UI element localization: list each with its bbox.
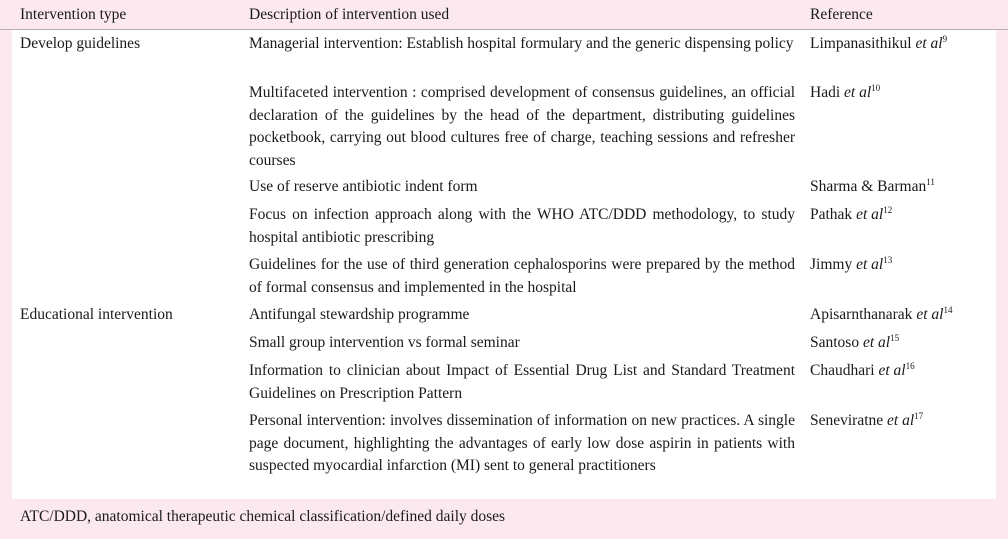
row-description: Multifaceted intervention : comprised development of consensus guidelines, an official declaration of the guidelines by the head of the department, distributing guidelines pocketbook, carrying out blood cultures free of charge, teaching sessions and refresher courses bbox=[249, 84, 795, 169]
reference-et-al: et al bbox=[856, 206, 884, 223]
row-description: Managerial intervention: Establish hospital formulary and the generic dispensing policy bbox=[249, 35, 794, 52]
row-reference bbox=[810, 82, 880, 105]
reference-et-al: et al bbox=[878, 362, 906, 379]
reference-number: 10 bbox=[871, 82, 881, 93]
row-description: Focus on infection approach along with the WHO ATC/DDD methodology, to study hospital antibiotic prescribing bbox=[249, 206, 795, 246]
table-footnote: ATC/DDD, anatomical therapeutic chemical classification/defined daily doses bbox=[20, 508, 506, 525]
reference-number: 12 bbox=[883, 204, 893, 215]
reference-et-al: et al bbox=[844, 84, 872, 101]
header-reference: Reference bbox=[810, 6, 873, 23]
reference-number: 9 bbox=[942, 33, 948, 44]
reference-number: 17 bbox=[914, 410, 924, 421]
reference-number: 13 bbox=[883, 254, 893, 265]
reference-number: 16 bbox=[905, 360, 915, 371]
reference-et-al: et al bbox=[856, 256, 884, 273]
row-reference bbox=[810, 204, 892, 227]
reference-author: Chaudhari bbox=[810, 362, 875, 379]
row-reference bbox=[810, 410, 923, 433]
reference-author: Pathak bbox=[810, 206, 853, 223]
row-reference bbox=[810, 332, 899, 355]
reference-author: Apisarnthanarak bbox=[810, 306, 913, 323]
reference-author: Santoso bbox=[810, 334, 860, 351]
row-description: Use of reserve antibiotic indent form bbox=[249, 178, 478, 195]
row-reference bbox=[810, 360, 915, 383]
reference-number: 14 bbox=[943, 304, 953, 315]
reference-et-al: et al bbox=[862, 334, 891, 351]
reference-et-al: et al bbox=[915, 35, 943, 52]
reference-author: Hadi bbox=[810, 84, 841, 101]
table-header bbox=[0, 0, 1008, 30]
row-intervention-type: Develop guidelines bbox=[20, 35, 141, 52]
row-reference bbox=[810, 304, 952, 327]
row-reference bbox=[810, 176, 935, 199]
reference-et-al: et al bbox=[916, 306, 944, 323]
reference-number: 15 bbox=[890, 332, 900, 343]
header-intervention-type: Intervention type bbox=[20, 6, 127, 23]
row-reference bbox=[810, 254, 892, 277]
reference-author: Sharma & Barman bbox=[810, 178, 927, 195]
row-description: Personal intervention: involves dissemination of information on new practices. A single page document, highlighting the advantages of early low dose aspirin in patients with suspected myocardial infarction (MI) sent to general practitioners bbox=[249, 412, 795, 474]
row-description: Information to clinician about Impact of Essential Drug List and Standard Treatment Guidelines on Prescription Pattern bbox=[249, 362, 795, 402]
row-description: Guidelines for the use of third generation cephalosporins were prepared by the method of formal consensus and implemented in the hospital bbox=[249, 256, 795, 296]
row-reference bbox=[810, 33, 947, 56]
reference-author: Limpanasithikul bbox=[810, 35, 912, 52]
reference-number: 11 bbox=[926, 176, 935, 187]
reference-et-al: et al bbox=[887, 412, 915, 429]
reference-author: Jimmy bbox=[810, 256, 853, 273]
row-description: Antifungal stewardship programme bbox=[249, 306, 470, 323]
row-intervention-type: Educational intervention bbox=[20, 306, 173, 323]
reference-author: Seneviratne bbox=[810, 412, 884, 429]
header-description: Description of intervention used bbox=[249, 6, 450, 23]
row-description: Small group intervention vs formal seminar bbox=[249, 334, 520, 351]
